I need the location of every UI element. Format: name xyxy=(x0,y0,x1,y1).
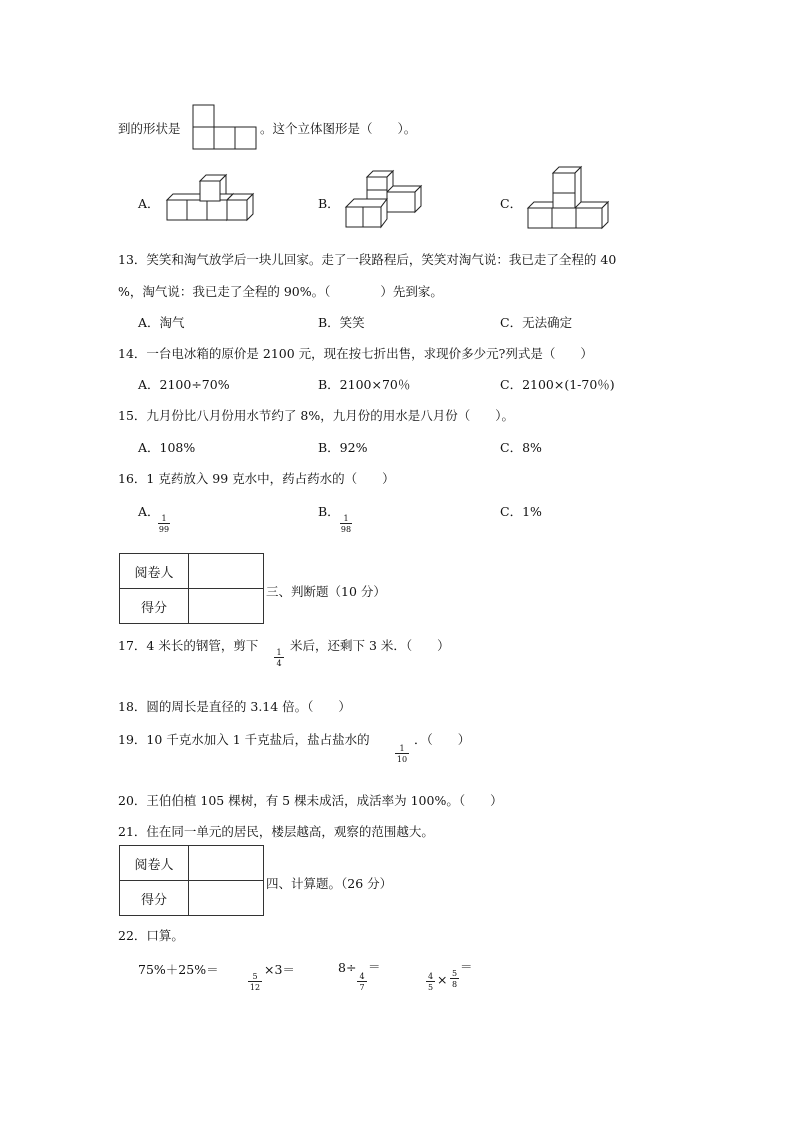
reviewer-blank-cell xyxy=(189,846,264,881)
fraction-bar xyxy=(158,523,170,524)
q22-expr-3-fraction xyxy=(357,972,367,992)
q20-text: 20．王伯伯植 105 棵树，有 5 棵未成活，成活率为 100%。（ ） xyxy=(118,793,503,808)
fraction-bar xyxy=(450,978,459,979)
q22-expr-4-fraction-2 xyxy=(450,969,459,989)
score-label: 得分 xyxy=(120,589,189,624)
q13-stem-line1: 13．笑笑和淘气放学后一块儿回家。走了一段路程后，笑笑对淘气说：我已走了全程的 40 xyxy=(118,252,617,267)
q14-option-c: C．2100×(1-70％) xyxy=(500,377,615,392)
fraction-denominator: 5 xyxy=(427,983,434,992)
score-blank-cell xyxy=(189,881,264,916)
q22-expr-3-tail: ＝ xyxy=(368,959,381,974)
score-box-section3 xyxy=(119,553,264,624)
q22-stem: 22．口算。 xyxy=(118,928,184,943)
fraction-bar xyxy=(357,981,367,982)
q16-stem: 16．1 克药放入 99 克水中，药占药水的（ ） xyxy=(118,471,395,486)
fraction-bar xyxy=(426,981,435,982)
q14-option-b: B．2100×70％ xyxy=(318,377,411,392)
cube-figure-c xyxy=(526,164,612,230)
fraction-numerator: 1 xyxy=(399,744,405,753)
q15-option-a: A．108% xyxy=(138,440,196,455)
fraction-denominator: 8 xyxy=(451,980,458,989)
fraction-bar xyxy=(274,657,284,658)
q12-suffix-text: 。这个立体图形是（ ）。 xyxy=(260,121,417,136)
q14-option-a: A．2100÷70% xyxy=(138,377,230,392)
q12-prefix-text: 到的形状是 xyxy=(118,121,181,136)
q22-expr-4-operator: × xyxy=(437,972,448,987)
q22-expr-4-fraction-1 xyxy=(426,972,435,992)
q16-option-a-fraction xyxy=(158,514,170,534)
q15-option-b: B．92% xyxy=(318,440,368,455)
q16-option-b-label: B． xyxy=(318,504,340,519)
fraction-bar xyxy=(248,981,262,982)
q12-option-b-label: B． xyxy=(318,196,340,211)
q19-text-after: ．（ ） xyxy=(414,732,471,747)
reviewer-label: 阅卷人 xyxy=(120,554,189,589)
fraction-numerator: 1 xyxy=(161,514,167,523)
q13-option-a: A．淘气 xyxy=(138,315,185,330)
q22-expr-2-tail: ×3＝ xyxy=(264,962,295,977)
q17-fraction xyxy=(274,648,284,668)
q14-stem: 14．一台电冰箱的原价是 2100 元，现在按七折出售，求现价多少元?列式是（ ） xyxy=(118,346,593,361)
fraction-denominator: 10 xyxy=(396,755,408,764)
score-blank-cell xyxy=(189,589,264,624)
top-view-shape-figure xyxy=(192,104,258,150)
q17-text-after: 米后，还剩下 3 米．（ ） xyxy=(290,638,450,653)
fraction-denominator: 7 xyxy=(359,983,365,992)
fraction-denominator: 99 xyxy=(158,525,170,534)
fraction-numerator: 1 xyxy=(276,648,282,657)
section-3-heading: 三、判断题（10 分） xyxy=(266,584,386,599)
q17-text-before: 17．4 米长的钢管，剪下 xyxy=(118,638,259,653)
score-box-section4 xyxy=(119,845,264,916)
cube-figure-a xyxy=(164,172,260,222)
fraction-bar xyxy=(395,753,409,754)
q12-option-a-label: A． xyxy=(138,196,160,211)
q15-option-c: C．8% xyxy=(500,440,542,455)
fraction-bar xyxy=(340,523,352,524)
q19-text-before: 19．10 千克水加入 1 千克盐后，盐占盐水的 xyxy=(118,732,370,747)
q13-stem-line2: %，淘气说：我已走了全程的 90%。（ ）先到家。 xyxy=(118,284,443,299)
fraction-denominator: 4 xyxy=(276,659,282,668)
q12-option-c-label: C． xyxy=(500,196,523,211)
q16-option-a-label: A． xyxy=(138,504,160,519)
q13-option-c: C．无法确定 xyxy=(500,315,573,330)
fraction-denominator: 12 xyxy=(249,983,261,992)
q22-expr-1: 75%＋25%＝ xyxy=(138,962,219,977)
q18-text: 18．圆的周长是直径的 3.14 倍。（ ） xyxy=(118,699,351,714)
fraction-numerator: 5 xyxy=(451,969,458,978)
section-4-heading: 四、计算题。（26 分） xyxy=(266,876,393,891)
fraction-numerator: 4 xyxy=(359,972,365,981)
score-label: 得分 xyxy=(120,881,189,916)
fraction-numerator: 1 xyxy=(343,514,349,523)
fraction-numerator: 5 xyxy=(252,972,258,981)
q13-option-b: B．笑笑 xyxy=(318,315,365,330)
reviewer-label: 阅卷人 xyxy=(120,846,189,881)
q16-option-b-fraction xyxy=(340,514,352,534)
q19-fraction xyxy=(395,744,409,764)
q21-text: 21．住在同一单元的居民，楼层越高，观察的范围越大。 xyxy=(118,824,434,839)
q22-expr-4-tail: ＝ xyxy=(460,959,473,974)
fraction-numerator: 4 xyxy=(427,972,434,981)
q16-option-c: C．1% xyxy=(500,504,542,519)
q15-stem: 15．九月份比八月份用水节约了 8%，九月份的用水是八月份（ ）。 xyxy=(118,408,514,423)
reviewer-blank-cell xyxy=(189,554,264,589)
q22-expr-3-head: 8÷ xyxy=(338,960,357,975)
cube-figure-b xyxy=(344,168,428,230)
q22-expr-2-fraction xyxy=(248,972,262,992)
fraction-denominator: 98 xyxy=(340,525,352,534)
